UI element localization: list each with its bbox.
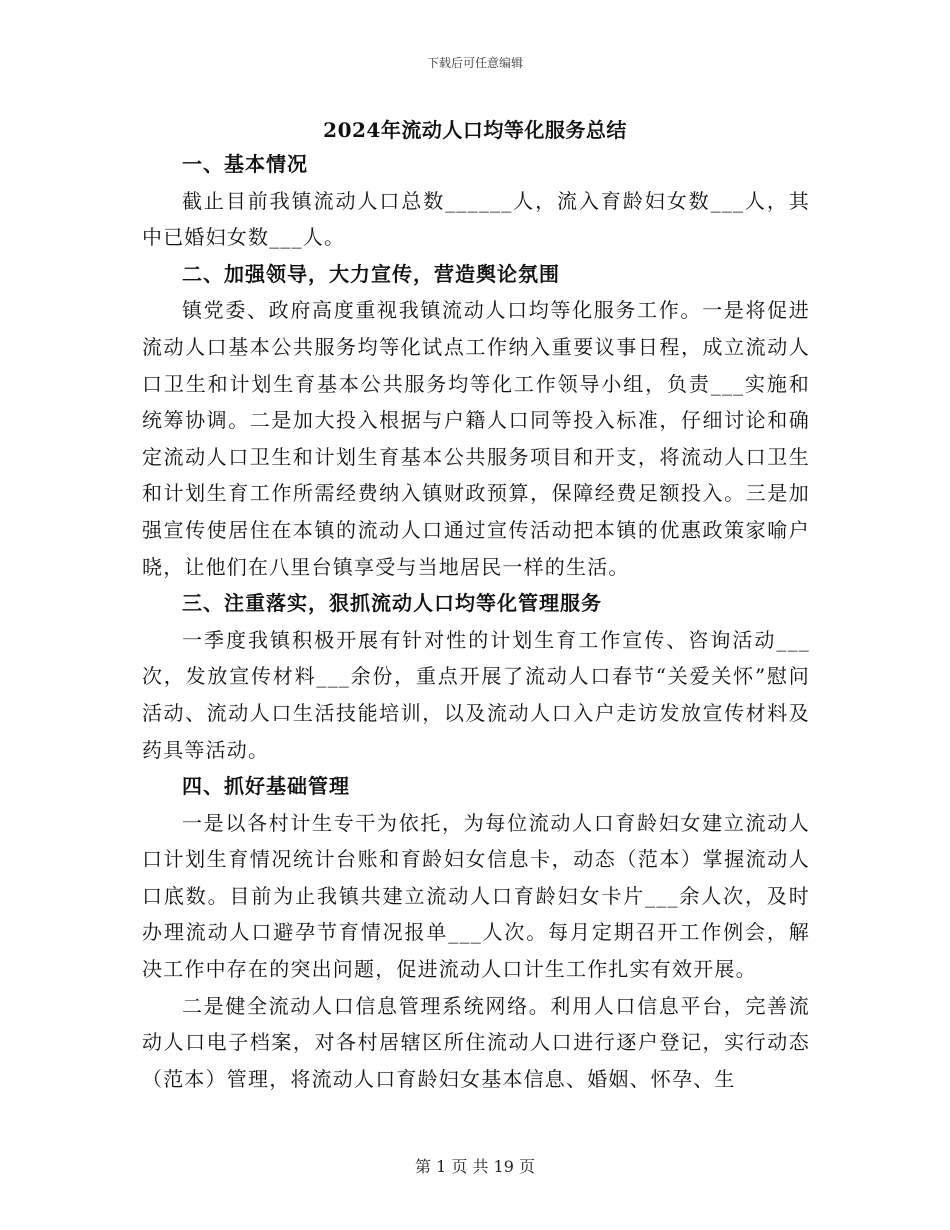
header-note: 下载后可任意编辑	[426, 56, 523, 70]
paragraph-implementation: 一季度我镇积极开展有针对性的计划生育工作宣传、咨询活动___次，发放宣传材料___余份，重点开展了流动人口春节“关爱关怀”慰问活动、流动人口生活技能培训，以及流动人口入户走访发放宣传材料及药具等活动。	[142, 627, 810, 762]
document-body	[142, 146, 810, 1097]
paragraph-management-2: 二是健全流动人口信息管理系统网络。利用人口信息平台，完善流动人口电子档案，对各村居辖区所住流动人口进行逐户登记，实行动态（范本）管理，将流动人口育龄妇女基本信息、婚姻、怀孕、生	[142, 993, 810, 1091]
paragraph-management-1: 一是以各村计生专干为依托，为每位流动人口育龄妇女建立流动人口计划生育情况统计台账和育龄妇女信息卡，动态（范本）掌握流动人口底数。目前为止我镇共建立流动人口育龄妇女卡片___余人次，及时办理流动人口避孕节育情况报单___人次。每月定期召开工作例会，解决工作中存在的突出问题，促进流动人口计生工作扎实有效开展。	[142, 810, 810, 982]
paragraph-leadership: 镇党委、政府高度重视我镇流动人口均等化服务工作。一是将促进流动人口基本公共服务均等化试点工作纳入重要议事日程，成立流动人口卫生和计划生育基本公共服务均等化工作领导小组，负责___实施和统筹协调。二是加大投入根据与户籍人口同等投入标准，仔细讨论和确定流动人口卫生和计划生育基本公共服务项目和开支，将流动人口卫生和计划生育工作所需经费纳入镇财政预算，保障经费足额投入。三是加强宣传使居住在本镇的流动人口通过宣传活动把本镇的优惠政策家喻户晓，让他们在八里台镇享受与当地居民一样的生活。	[142, 298, 810, 579]
section-heading-leadership: 二、加强领导，大力宣传，营造舆论氛围	[182, 261, 560, 286]
section-heading-basic: 一、基本情况	[182, 152, 308, 176]
page-footer: 第 1 页 共 19 页	[415, 1157, 535, 1176]
paragraph-basic: 截止目前我镇流动人口总数______人，流入育龄妇女数___人，其中已婚妇女数___人。	[142, 188, 810, 250]
section-heading-management: 四、抓好基础管理	[182, 774, 350, 799]
document-title: 2024年流动人口均等化服务总结	[323, 118, 627, 142]
section-heading-implementation: 三、注重落实，狠抓流动人口均等化管理服务	[182, 591, 602, 616]
